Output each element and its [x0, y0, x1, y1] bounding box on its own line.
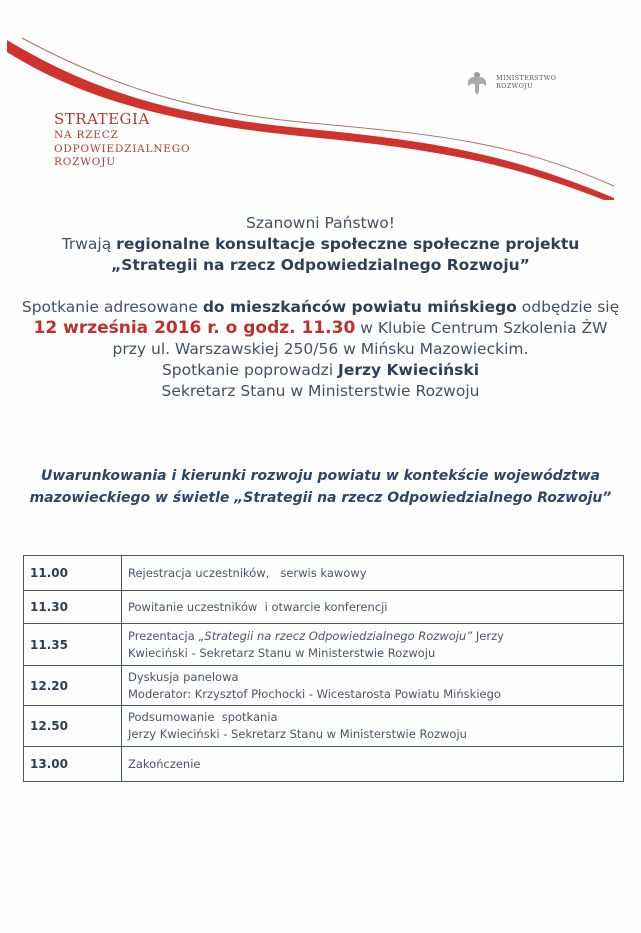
text: Spotkanie poprowadzi [161, 361, 339, 379]
table-row [24, 706, 624, 747]
agenda-desc [122, 706, 624, 747]
strategy-logo [54, 112, 190, 171]
logo-line: ODPOWIEDZIALNEGO [54, 142, 191, 155]
intro-line [0, 318, 641, 339]
text: Dyskusja panelowa [128, 669, 239, 684]
intro-line [0, 234, 641, 255]
host-name: Jerzy Kwieciński [338, 361, 480, 379]
intro-line [0, 255, 641, 276]
logo-line: STRATEGIA [54, 110, 150, 128]
text: Moderator: Krzysztof Płochocki - Wicestarosta Powiatu Mińskiego [128, 686, 501, 701]
text: Podsumowanie spotkania [128, 710, 278, 724]
text: Jerzy Kwieciński - Sekretarz Stanu w Ministerstwie Rozwoju [128, 727, 467, 741]
agenda-time: 12.50 [24, 706, 122, 747]
ministry-line: MINISTERSTWO [496, 74, 557, 83]
logo-line: NA RZECZ [54, 129, 119, 141]
table-row [24, 624, 624, 666]
eagle-emblem-icon [466, 70, 488, 96]
venue: w Klubie Centrum Szkolenia ŻW [355, 319, 608, 337]
agenda-time: 11.35 [24, 624, 122, 666]
audience: do mieszkańców powiatu mińskiego [202, 298, 517, 316]
text-italic: „Strategii na rzecz Odpowiedzialnego Rozwoju” [198, 628, 473, 643]
agenda-time: 11.30 [24, 591, 122, 624]
subtitle-line: mazowieckiego w świetle „Strategii na rzecz Odpowiedzialnego Rozwoju” [29, 490, 612, 506]
text-bold: regionalne konsultacje społeczne społeczne projektu [116, 235, 580, 253]
subtitle-line: Uwarunkowania i kierunki rozwoju powiatu w kontekście województwa [41, 468, 600, 484]
event-date-time: 12 września 2016 r. o godz. 11.30 [33, 318, 356, 338]
intro-line [0, 360, 641, 381]
intro-line [0, 297, 641, 318]
agenda-time: 11.00 [24, 556, 122, 591]
agenda-time: 12.20 [24, 666, 122, 706]
agenda-desc: Powitanie uczestników i otwarcie konferencji [122, 591, 624, 624]
text: Spotkanie adresowane [21, 298, 203, 316]
agenda-desc: Zakończenie [122, 747, 624, 782]
text: Trwają [61, 235, 117, 253]
table-row [24, 747, 624, 782]
table-row [24, 556, 624, 591]
text: Prezentacja [128, 628, 199, 643]
agenda-time: 13.00 [24, 747, 122, 782]
text: Kwieciński - Sekretarz Stanu w Ministerstwie Rozwoju [128, 645, 436, 660]
agenda-desc [122, 666, 624, 706]
header-banner [0, 0, 641, 200]
strategy-title: „Strategii na rzecz Odpowiedzialnego Rozwoju” [111, 256, 530, 274]
agenda-desc [122, 624, 624, 666]
conference-subtitle [0, 465, 641, 509]
ministry-logo [466, 70, 556, 96]
table-row [24, 591, 624, 624]
table-row [24, 666, 624, 706]
greeting: Szanowni Państwo! [245, 214, 395, 232]
logo-line: ROZWOJU [54, 156, 116, 168]
host-title: Sekretarz Stanu w Ministerstwie Rozwoju [161, 382, 480, 400]
address: przy ul. Warszawskiej 250/56 w Mińsku Mazowieckim. [112, 340, 529, 358]
agenda-table [23, 555, 624, 782]
text: odbędzie się [516, 298, 620, 316]
invitation-text [0, 213, 641, 402]
text: Jerzy [472, 628, 504, 643]
ministry-line: ROZWOJU [496, 82, 533, 90]
agenda-desc: Rejestracja uczestników, serwis kawowy [122, 556, 624, 591]
